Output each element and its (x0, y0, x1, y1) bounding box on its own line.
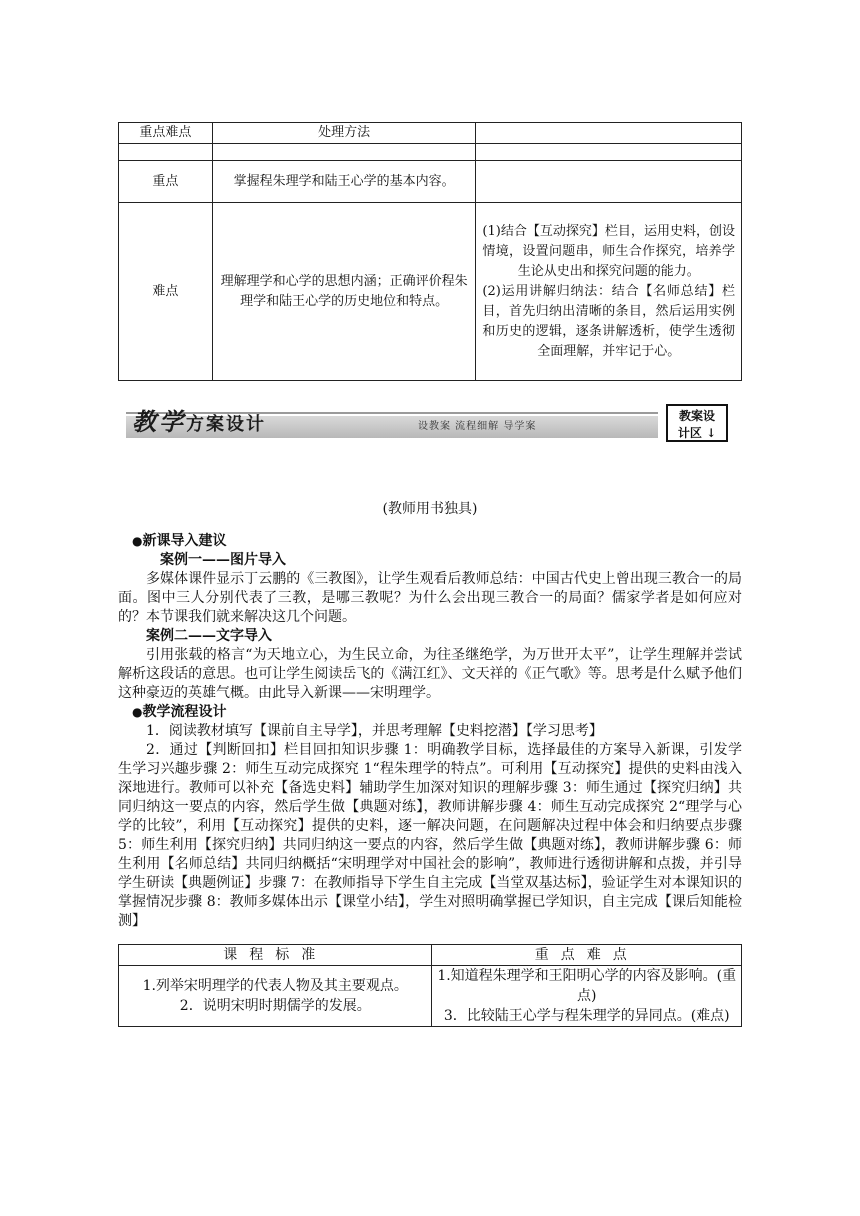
row-content: 理解理学和心学的思想内涵；正确评价程朱理学和陆王心学的历史地位和特点。 (212, 203, 476, 381)
case-title: 案例二——文字导入 (146, 628, 272, 644)
key-point-item: 3．比较陆王心学与程朱理学的异同点。(难点) (443, 1008, 730, 1024)
key-point-item: 1.知道程朱理学和王阳明心学的内容及影响。(重点) (437, 968, 737, 1004)
standard-item: 1.列举宋明理学的代表人物及其主要观点。 (142, 978, 408, 994)
standards-table (118, 944, 742, 1027)
row-content: 掌握程朱理学和陆王心学的基本内容。 (212, 161, 476, 203)
key-points-cell (432, 966, 742, 1027)
table-spacer-row (119, 144, 742, 161)
table-row (119, 203, 742, 381)
method-item: (2)运用讲解归纳法：结合【名师总结】栏目，首先归纳出清晰的条目，然后运用实例和历史的逻辑，逐条讲解透析，使学生透彻全面理解，并牢记于心。 (482, 283, 735, 359)
row-method (476, 203, 742, 381)
down-arrow-icon: ↓ (706, 426, 717, 440)
key-difficult-table (118, 122, 742, 381)
section-heading: ●新课导入建议 (132, 533, 227, 549)
standards-cell (119, 966, 432, 1027)
case-paragraph: 多媒体课件显示丁云鹏的《三教图》，让学生观看后教师总结：中国古代史上曾出现三教合一的局面。图中三人分别代表了三教，是哪三教呢？为什么会出现三教合一的局面？儒家学者是如何应对的？本节课我们就来解决这几个问题。 (118, 571, 742, 625)
table-row (119, 161, 742, 203)
bullet-icon: ● (132, 534, 143, 548)
row-label: 重点 (119, 161, 213, 203)
table-header-row (119, 945, 742, 966)
banner-box: 教案设 计区 ↓ (666, 404, 728, 442)
bullet-icon: ● (132, 705, 143, 719)
table-header-cell (476, 123, 742, 144)
table-header-cell: 课程标准 (119, 945, 432, 966)
table-header-cell: 重点难点 (119, 123, 213, 144)
table-row (119, 966, 742, 1027)
case-paragraph: 引用张载的格言“为天地立心，为生民立命，为往圣继绝学，为万世开太平”，让学生理解并尝试解析这段话的意思。也可让学生阅读岳飞的《满江红》、文天祥的《正气歌》等。思考是什么赋予他们这种豪迈的英雄气概。由此导入新课——宋明理学。 (118, 647, 742, 701)
lesson-body (118, 532, 742, 931)
case-title: 案例一——图片导入 (160, 552, 286, 568)
standard-item: 2．说明宋明时期儒学的发展。 (179, 998, 371, 1014)
section-heading: ●教学流程设计 (132, 704, 227, 720)
teacher-note: (教师用书独具) (382, 501, 478, 517)
row-label: 难点 (119, 203, 213, 381)
flow-step: 2．通过【判断回扣】栏目回扣知识步骤 1：明确教学目标，选择最佳的方案导入新课，引发学生学习兴趣步骤 2：师生互动完成探究 1“程朱理学的特点”。可利用【互动探究】提供的史料由浅入深地进行。教师可以补充【备选史料】辅助学生加深对知识的理解步骤 3：师生通过【探究归纳】共同归纳这一要点的内容，然后学生做【典题对练】，教师讲解步骤 4：师生互动完成探究 2“理学与心学的比较”，利用【互动探究】提供的史料，逐一解决问题，在问题解决过程中体会和归纳要点步骤 5：师生利用【探究归纳】共同归纳这一要点的内容，然后学生做【典题对练】，教师讲解步骤 6：师生利用【名师总结】共同归纳概括“宋明理学对中国社会的影响”，教师进行透彻讲解和点拨，并引导学生研读【典题例证】步骤 7：在教师指导下学生自主完成【当堂双基达标】，验证学生对本课知识的掌握情况步骤 8：教师多媒体出示【课堂小结】，学生对照明确掌握已学知识，自主完成【课后知能检测】 (118, 742, 742, 929)
table-header-cell: 重点难点 (432, 945, 742, 966)
row-method (476, 161, 742, 203)
banner-subtitle: 设教案 流程细解 导学案 (418, 421, 537, 432)
table-header-cell: 处理方法 (212, 123, 476, 144)
method-item: (1)结合【互动探究】栏目，运用史料，创设情境，设置问题串，师生合作探究，培养学生论从史出和探究问题的能力。 (482, 223, 735, 279)
section-banner (126, 404, 736, 444)
table-header-row (119, 123, 742, 144)
banner-title: 教学方案设计 (132, 407, 266, 436)
flow-step: 1．阅读教材填写【课前自主导学】，并思考理解【史料挖潜】【学习思考】 (146, 723, 603, 739)
